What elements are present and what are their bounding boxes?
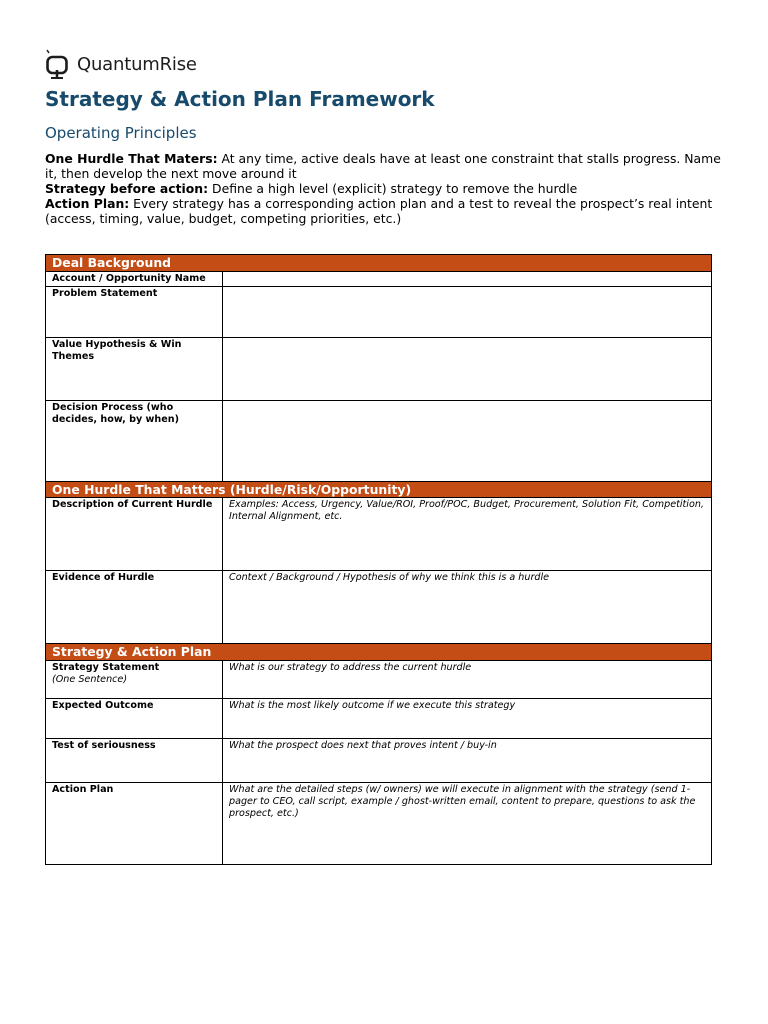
- row-label: Description of Current Hurdle: [46, 498, 223, 571]
- quantumrise-logo-icon: [45, 49, 69, 79]
- row-label: Test of seriousness: [46, 739, 223, 783]
- row-label: Evidence of Hurdle: [46, 571, 223, 644]
- table-row: [46, 498, 712, 571]
- page-title: Strategy & Action Plan Framework: [45, 87, 435, 111]
- principle-text: Every strategy has a corresponding action plan and a test to reveal the prospect’s real intent (access, timing, value, budget, competing priorities, etc.): [45, 196, 713, 226]
- section-title: Deal Background: [46, 255, 712, 272]
- test-of-seriousness-field[interactable]: What the prospect does next that proves intent / buy-in: [223, 739, 712, 783]
- principle-text: Define a high level (explicit) strategy to remove the hurdle: [212, 181, 578, 196]
- row-label: Decision Process (who decides, how, by when): [46, 401, 223, 482]
- table-row: [46, 661, 712, 699]
- problem-statement-field[interactable]: [223, 287, 712, 338]
- current-hurdle-field[interactable]: Examples: Access, Urgency, Value/ROI, Proof/POC, Budget, Procurement, Solution Fit, Competition, Internal Alignment, etc.: [223, 498, 712, 571]
- principles-list: [45, 151, 725, 226]
- row-label: Value Hypothesis & Win Themes: [46, 338, 223, 401]
- table-row: [46, 287, 712, 338]
- row-label: Expected Outcome: [46, 699, 223, 739]
- principle-text: At any time, active deals have at least one constraint that stalls progress. Name it, then develop the next move around it: [45, 151, 721, 181]
- account-opportunity-name-field[interactable]: [223, 272, 712, 287]
- section-header-strategy: [46, 644, 712, 661]
- section-header-deal-background: [46, 255, 712, 272]
- principle-lead: Action Plan:: [45, 196, 130, 211]
- table-row: [46, 272, 712, 287]
- row-label: [46, 661, 223, 699]
- row-label-text: Strategy Statement: [52, 662, 160, 673]
- decision-process-field[interactable]: [223, 401, 712, 482]
- value-hypothesis-field[interactable]: [223, 338, 712, 401]
- action-plan-field[interactable]: What are the detailed steps (w/ owners) we will execute in alignment with the strategy (send 1-pager to CEO, call script, example / ghost-written email, content to prepare, questions to ask the prospect, etc.): [223, 783, 712, 865]
- section-title: Strategy & Action Plan: [46, 644, 712, 661]
- row-label: Action Plan: [46, 783, 223, 865]
- brand-logo: [45, 46, 197, 82]
- principle-strategy-before-action: [45, 181, 725, 196]
- row-sublabel: (One Sentence): [52, 674, 128, 685]
- section-title: One Hurdle That Matters (Hurdle/Risk/Opportunity): [46, 482, 712, 498]
- expected-outcome-field[interactable]: What is the most likely outcome if we execute this strategy: [223, 699, 712, 739]
- brand-name: QuantumRise: [77, 53, 197, 75]
- table-row: [46, 401, 712, 482]
- principle-one-hurdle: [45, 151, 725, 181]
- row-label: Problem Statement: [46, 287, 223, 338]
- row-label: Account / Opportunity Name: [46, 272, 223, 287]
- section-header-hurdle: [46, 482, 712, 498]
- strategy-form-table: [45, 254, 712, 865]
- table-row: [46, 783, 712, 865]
- table-row: [46, 699, 712, 739]
- strategy-statement-field[interactable]: What is our strategy to address the current hurdle: [223, 661, 712, 699]
- table-row: [46, 571, 712, 644]
- table-row: [46, 739, 712, 783]
- table-row: [46, 338, 712, 401]
- principle-lead: Strategy before action:: [45, 181, 209, 196]
- principle-lead: One Hurdle That Maters:: [45, 151, 218, 166]
- section-heading-operating-principles: Operating Principles: [45, 124, 197, 142]
- evidence-of-hurdle-field[interactable]: Context / Background / Hypothesis of why we think this is a hurdle: [223, 571, 712, 644]
- principle-action-plan: [45, 196, 725, 226]
